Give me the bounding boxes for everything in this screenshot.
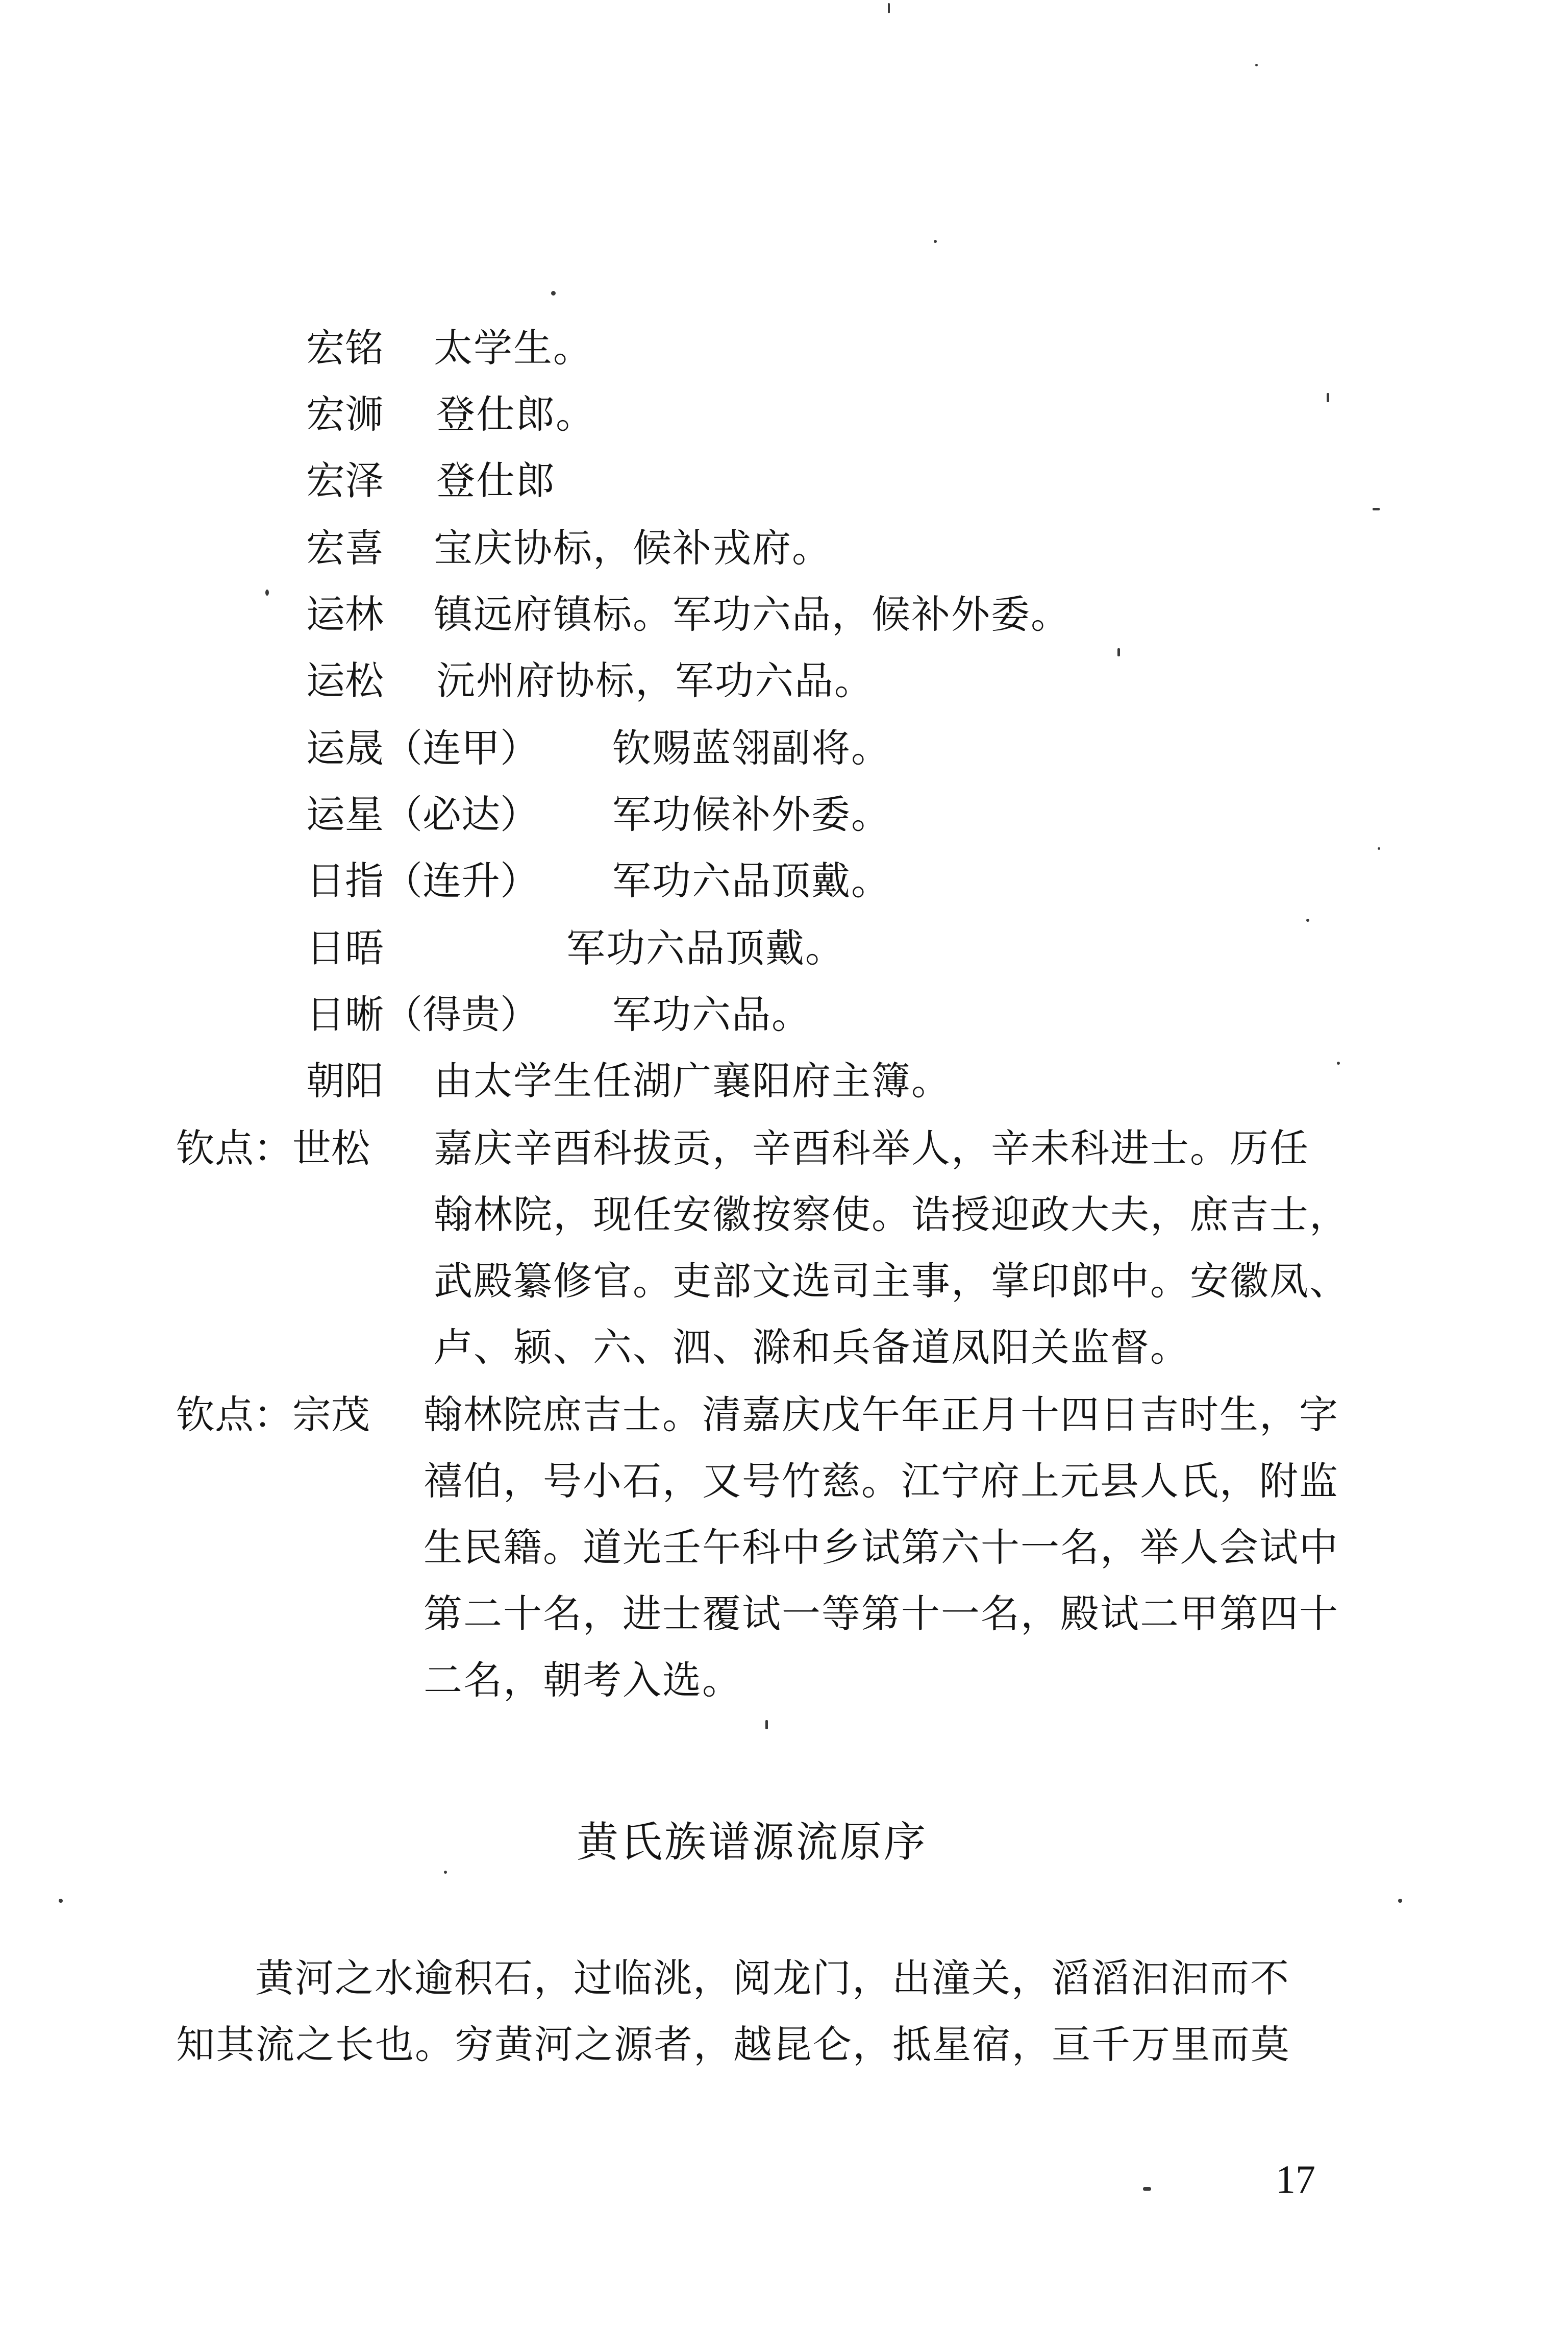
roster-desc: 太学生。 bbox=[434, 325, 593, 371]
scan-speck bbox=[1143, 2187, 1151, 2191]
roster-name: 日指（连升） bbox=[306, 858, 539, 903]
scan-speck bbox=[888, 3, 890, 13]
entry-label: 钦点：世松 bbox=[176, 1125, 370, 1171]
entry-line: 卢、颍、六、泗、滁和兵备道凤阳关监督。 bbox=[434, 1325, 1190, 1370]
entry-line: 嘉庆辛酉科拔贡，辛酉科举人，辛未科进士。历任 bbox=[434, 1125, 1309, 1171]
roster-desc: 军功六品顶戴。 bbox=[566, 925, 845, 971]
roster-name: 日晤 bbox=[306, 925, 384, 971]
scan-speck bbox=[1373, 508, 1380, 510]
entry-line: 禧伯，号小石，又号竹慈。江宁府上元县人氏，附监 bbox=[424, 1458, 1339, 1504]
roster-desc: 军功候补外委。 bbox=[612, 792, 891, 837]
scan-speck bbox=[59, 1899, 63, 1903]
scan-speck bbox=[551, 291, 556, 296]
page-number: 17 bbox=[1276, 2157, 1315, 2201]
scan-speck bbox=[765, 1720, 768, 1729]
roster-desc: 沅州府协标，军功六品。 bbox=[436, 658, 874, 703]
roster-desc: 军功六品顶戴。 bbox=[612, 858, 891, 903]
roster-desc: 镇远府镇标。军功六品，候补外委。 bbox=[434, 592, 1071, 637]
roster-desc: 登仕郎。 bbox=[436, 391, 595, 437]
roster-name: 宏浉 bbox=[306, 391, 384, 437]
entry-line: 生民籍。道光壬午科中乡试第六十一名，举人会试中 bbox=[424, 1525, 1339, 1570]
entry-line: 翰林院庶吉士。清嘉庆戊午年正月十四日吉时生，字 bbox=[424, 1392, 1339, 1437]
entry-line: 二名，朝考入选。 bbox=[424, 1657, 742, 1703]
roster-name: 日晰（得贵） bbox=[306, 992, 539, 1037]
roster-name: 运晟（连甲） bbox=[306, 725, 539, 771]
roster-desc: 由太学生任湖广襄阳府主簿。 bbox=[434, 1058, 951, 1104]
entry-line: 翰林院，现任安徽按察使。诰授迎政大夫，庶吉士， bbox=[434, 1192, 1349, 1237]
roster-name: 运松 bbox=[306, 658, 384, 703]
scan-speck bbox=[265, 590, 269, 596]
scan-speck bbox=[444, 1871, 447, 1874]
roster-name: 朝阳 bbox=[306, 1058, 384, 1104]
roster-name: 宏喜 bbox=[306, 525, 384, 571]
roster-name: 运星（必达） bbox=[306, 792, 539, 837]
paragraph-line: 知其流之长也。穷黄河之源者，越昆仑，抵星宿，亘千万里而莫 bbox=[176, 2022, 1290, 2067]
scan-speck bbox=[1327, 393, 1329, 402]
roster-desc: 军功六品。 bbox=[612, 992, 811, 1037]
scan-speck bbox=[1306, 919, 1309, 922]
roster-name: 运林 bbox=[306, 592, 384, 637]
entry-line: 第二十名，进士覆试一等第十一名，殿试二甲第四十 bbox=[424, 1591, 1339, 1636]
section-title: 黄氏族谱源流原序 bbox=[577, 1818, 928, 1867]
roster-desc: 钦赐蓝翎副将。 bbox=[612, 725, 891, 771]
roster-desc: 宝庆协标，候补戎府。 bbox=[434, 525, 832, 571]
roster-desc: 登仕郎 bbox=[436, 458, 556, 503]
scan-speck bbox=[934, 240, 937, 243]
roster-name: 宏铭 bbox=[306, 325, 384, 371]
scan-speck bbox=[1255, 64, 1258, 66]
entry-line: 武殿纂修官。吏部文选司主事，掌印郎中。安徽凤、 bbox=[434, 1258, 1349, 1304]
scan-speck bbox=[1378, 847, 1380, 850]
scan-speck bbox=[1398, 1899, 1402, 1903]
scan-speck bbox=[1117, 648, 1120, 656]
paragraph-line: 黄河之水逾积石，过临洮，阅龙门，出潼关，滔滔汩汩而不 bbox=[255, 1955, 1290, 2001]
scan-speck bbox=[1337, 1062, 1340, 1065]
entry-label: 钦点：宗茂 bbox=[176, 1392, 370, 1437]
roster-name: 宏泽 bbox=[306, 458, 384, 503]
